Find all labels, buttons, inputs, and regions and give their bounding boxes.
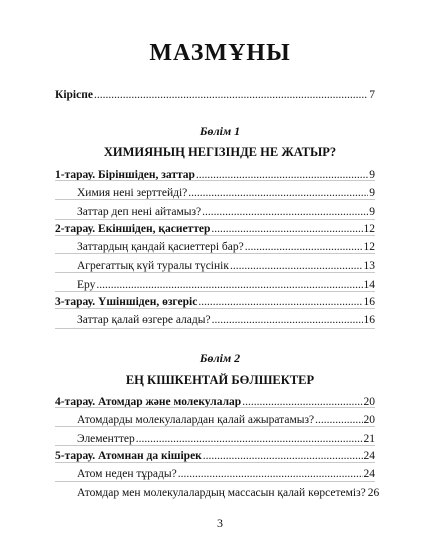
toc-entry-page: 9: [369, 169, 375, 181]
dot-leader: [245, 240, 363, 254]
divider: [55, 180, 375, 181]
toc-entry-label: Атомдарды молекулалардан қалай ажыратамыз?: [77, 414, 315, 426]
toc-title: МАЗМҰНЫ: [149, 40, 291, 66]
divider: [55, 219, 375, 220]
toc-entry-label: Химия нені зерттейді?: [77, 187, 188, 199]
dot-leader: [136, 432, 363, 446]
toc-section[interactable]: [77, 467, 375, 481]
divider: [55, 426, 375, 427]
part-1-title: ХИМИЯНЫҢ НЕГІЗІНДЕ НЕ ЖАТЫР?: [103, 145, 337, 159]
divider: [55, 199, 375, 200]
toc-entry-page: 24: [363, 450, 375, 462]
divider: [55, 481, 375, 482]
toc-entry-page: 13: [363, 260, 375, 272]
toc-entry-label: Элементтер: [77, 433, 135, 445]
toc-entry-page: 16: [363, 296, 375, 308]
toc-entry-page: 26: [367, 487, 380, 499]
toc-chapter-5[interactable]: [55, 449, 375, 463]
toc-chapter-2[interactable]: [55, 222, 375, 236]
divider: [55, 308, 375, 309]
dot-leader: [230, 259, 363, 273]
toc-entry-label: Агрегаттық күй туралы түсінік: [77, 260, 229, 272]
divider: [55, 462, 375, 463]
toc-entry-page: 7: [369, 89, 375, 101]
toc-entry-page: 9: [369, 206, 375, 218]
divider: [55, 445, 375, 446]
toc-entry-label: 4-тарау. Атомдар және молекулалар: [55, 396, 242, 408]
toc-entry-page: 21: [363, 433, 375, 445]
divider: [55, 235, 375, 236]
toc-chapter-3[interactable]: [55, 295, 375, 309]
toc-entry-page: 9: [369, 187, 375, 199]
toc-entry-label: Атомдар мен молекулалардың массасын қалай көрсетеміз?: [77, 487, 366, 499]
toc-entry-label: Кіріспе: [55, 89, 93, 101]
dot-leader: [202, 205, 368, 219]
part-2-label: Бөлім 2: [199, 351, 241, 365]
toc-entry-label: 2-тарау. Екіншіден, қасиеттер: [55, 223, 211, 235]
toc-entry-page: 14: [363, 279, 375, 291]
toc-section[interactable]: [77, 240, 375, 254]
dot-leader: [198, 295, 362, 309]
toc-entry-label: Атом неден тұрады?: [77, 468, 177, 480]
toc-entry-page: 20: [363, 396, 375, 408]
dot-leader: [212, 313, 363, 327]
toc-entry-page: 24: [363, 468, 375, 480]
dot-leader: [96, 278, 362, 292]
divider: [55, 253, 375, 254]
dot-leader: [178, 467, 363, 481]
divider: [55, 272, 375, 273]
toc-entry-label: 5-тарау. Атомнан да кішірек: [55, 450, 202, 462]
dot-leader: [211, 222, 362, 236]
toc-entry-intro[interactable]: [55, 88, 375, 102]
dot-leader: [203, 449, 363, 463]
dot-leader: [94, 88, 368, 102]
toc-entry-label: 3-тарау. Үшіншіден, өзгеріс: [55, 296, 198, 308]
toc-section[interactable]: [77, 278, 375, 292]
divider: [55, 328, 375, 329]
toc-entry-label: 1-тарау. Біріншіден, заттар: [55, 169, 195, 181]
toc-entry-page: 12: [363, 223, 375, 235]
toc-section[interactable]: [77, 486, 380, 500]
toc-entry-page: 20: [363, 414, 375, 426]
divider: [55, 291, 375, 292]
toc-section[interactable]: [77, 259, 375, 273]
part-1-label: Бөлім 1: [199, 124, 241, 138]
toc-entry-label: Заттар қалай өзгере алады?: [77, 314, 211, 326]
toc-section[interactable]: [77, 313, 375, 327]
page-number: 3: [217, 516, 223, 530]
toc-section[interactable]: [77, 432, 375, 446]
divider: [55, 407, 375, 408]
dot-leader: [188, 186, 368, 200]
toc-entry-page: 16: [363, 314, 375, 326]
part-2-title: ЕҢ КІШКЕНТАЙ БӨЛШЕКТЕР: [125, 373, 315, 387]
toc-section[interactable]: [77, 186, 375, 200]
toc-entry-page: 12: [363, 241, 375, 253]
toc-entry-label: Заттар деп нені айтамыз?: [77, 206, 202, 218]
toc-entry-label: Еру: [77, 279, 96, 291]
toc-entry-label: Заттардың қандай қасиеттері бар?: [77, 241, 244, 253]
toc-section[interactable]: [77, 205, 375, 219]
toc-section[interactable]: [77, 413, 375, 427]
dot-leader: [315, 413, 362, 427]
